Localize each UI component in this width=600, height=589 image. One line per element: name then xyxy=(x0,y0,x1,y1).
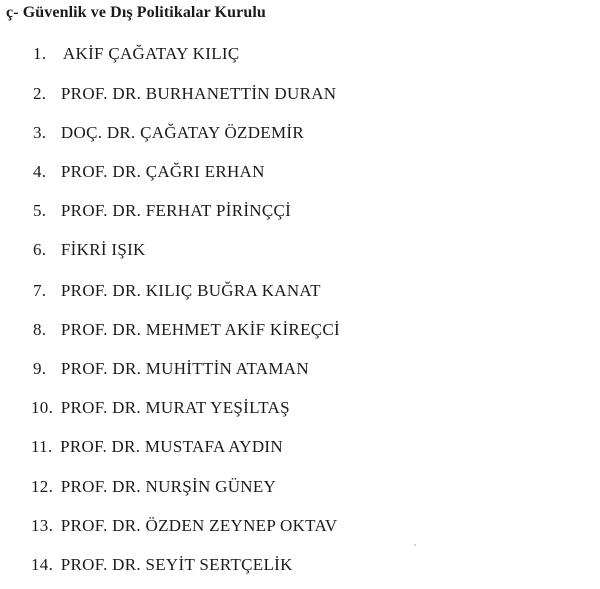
member-name: PROF. DR. MURAT YEŞİLTAŞ xyxy=(60,398,290,417)
item-number: 10. xyxy=(31,398,54,417)
section-heading: ç- Güvenlik ve Dış Politikalar Kurulu xyxy=(6,4,266,21)
item-number: 9. xyxy=(33,359,47,378)
list-item xyxy=(33,84,336,104)
item-number: 4. xyxy=(33,162,47,181)
list-item xyxy=(33,359,309,379)
item-number: 11. xyxy=(31,437,53,456)
member-name: PROF. DR. ÖZDEN ZEYNEP OKTAV xyxy=(60,516,338,535)
item-number: 2. xyxy=(33,84,47,103)
item-number: 8. xyxy=(33,320,47,339)
list-item xyxy=(31,555,293,575)
member-name: PROF. DR. MUHİTTİN ATAMAN xyxy=(60,359,309,378)
member-name: PROF. DR. BURHANETTİN DURAN xyxy=(60,84,337,103)
list-item xyxy=(31,437,283,457)
member-name: PROF. DR. MUSTAFA AYDIN xyxy=(60,437,283,456)
list-item xyxy=(31,398,290,418)
member-name: DOÇ. DR. ÇAĞATAY ÖZDEMİR xyxy=(60,123,304,142)
scan-speck xyxy=(414,544,416,546)
item-number: 6. xyxy=(33,240,47,259)
list-item xyxy=(33,123,304,143)
member-name: PROF. DR. FERHAT PİRİNÇÇİ xyxy=(60,201,292,220)
member-name: PROF. DR. NURŞİN GÜNEY xyxy=(60,477,277,496)
item-number: 3. xyxy=(33,123,47,142)
list-item xyxy=(33,201,291,221)
item-number: 13. xyxy=(31,516,54,535)
item-number: 7. xyxy=(33,281,47,300)
member-name: AKİF ÇAĞATAY KILIÇ xyxy=(62,44,240,63)
item-number: 12. xyxy=(31,477,54,496)
member-name: PROF. DR. SEYİT SERTÇELİK xyxy=(60,555,293,574)
list-item xyxy=(31,477,276,497)
member-name: PROF. DR. KILIÇ BUĞRA KANAT xyxy=(60,281,321,300)
list-item xyxy=(33,240,146,260)
list-item xyxy=(33,44,239,64)
member-name: PROF. DR. MEHMET AKİF KİREÇCİ xyxy=(60,320,340,339)
item-number: 5. xyxy=(33,201,47,220)
list-item xyxy=(33,320,340,340)
item-number: 14. xyxy=(31,555,54,574)
list-item xyxy=(31,516,337,536)
item-number: 1. xyxy=(33,44,47,63)
list-item xyxy=(33,162,265,182)
list-item xyxy=(33,281,321,301)
member-name: FİKRİ IŞIK xyxy=(60,240,146,259)
member-name: PROF. DR. ÇAĞRI ERHAN xyxy=(60,162,265,181)
